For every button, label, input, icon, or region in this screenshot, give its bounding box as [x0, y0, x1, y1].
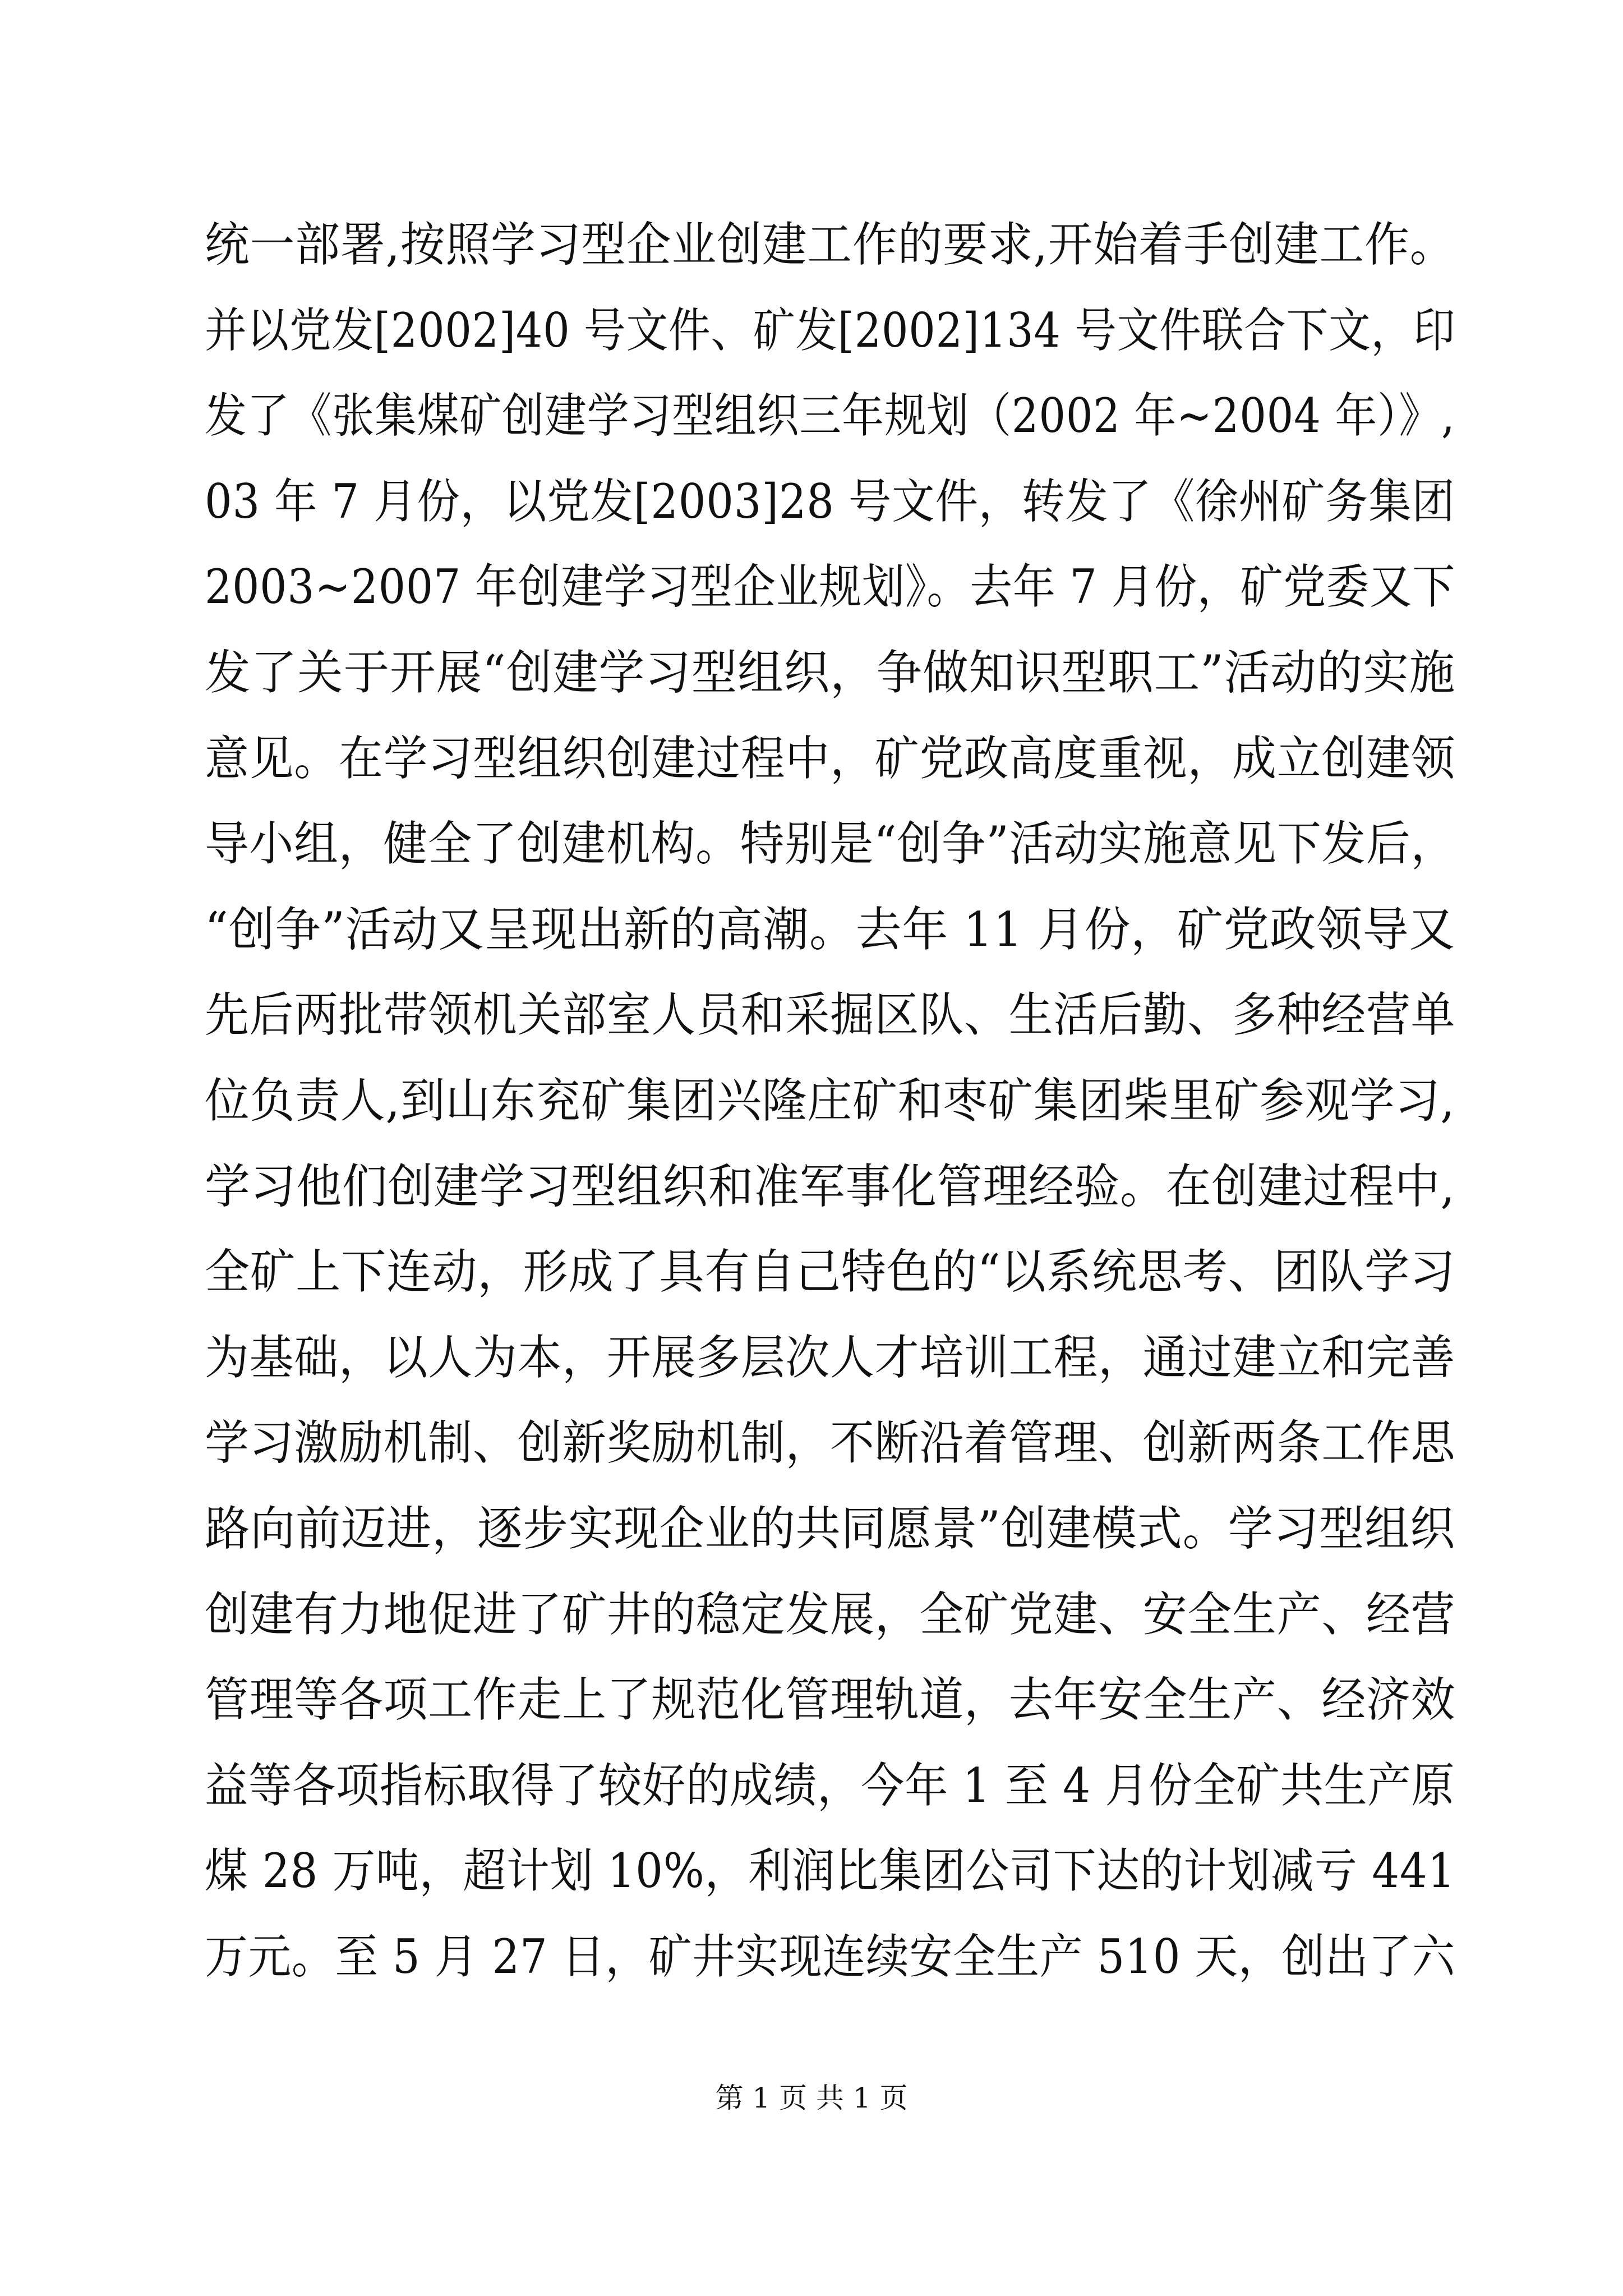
- text-line: 学习激励机制、创新奖励机制，不断沿着管理、创新两条工作思: [205, 1415, 1456, 1471]
- text-line: 创建有力地促进了矿井的稳定发展，全矿党建、安全生产、经营: [205, 1586, 1456, 1642]
- text-line: 为基础，以人为本，开展多层次人才培训工程，通过建立和完善: [205, 1329, 1456, 1385]
- text-line: 并以党发[2002]40 号文件、矿发[2002]134 号文件联合下文，印: [205, 302, 1456, 358]
- text-line: 2003~2007 年创建学习型企业规划》。去年 7 月份，矿党委又下: [205, 559, 1455, 615]
- text-line: 先后两批带领机关部室人员和采掘区队、生活后勤、多种经营单: [205, 987, 1456, 1043]
- page-footer: 第 1 页 共 1 页: [715, 2082, 908, 2114]
- text-line: 全矿上下连动，形成了具有自己特色的“以系统思考、团队学习: [205, 1244, 1456, 1300]
- text-line: 发了关于开展“创建学习型组织，争做知识型职工”活动的实施: [205, 645, 1456, 700]
- text-line: 统一部署,按照学习型企业创建工作的要求,开始着手创建工作。: [205, 217, 1455, 272]
- text-line: 煤 28 万吨，超计划 10%，利润比集团公司下达的计划减亏 441: [205, 1843, 1456, 1899]
- text-line: 万元。至 5 月 27 日，矿井实现连续安全生产 510 天，创出了六: [205, 1929, 1456, 1984]
- text-line: 发了《张集煤矿创建学习型组织三年规划（2002 年~2004 年）》,: [205, 388, 1455, 444]
- text-line: 03 年 7 月份，以党发[2003]28 号文件，转发了《徐州矿务集团: [205, 473, 1455, 529]
- text-line: “创争”活动又呈现出新的高潮。去年 11 月份，矿党政领导又: [205, 901, 1456, 957]
- text-line: 导小组，健全了创建机构。特别是“创争”活动实施意见下发后，: [205, 816, 1456, 872]
- text-line: 管理等各项工作走上了规范化管理轨道，去年安全生产、经济效: [205, 1672, 1456, 1728]
- text-line: 益等各项指标取得了较好的成绩，今年 1 至 4 月份全矿共生产原: [205, 1757, 1455, 1813]
- text-line: 意见。在学习型组织创建过程中，矿党政高度重视，成立创建领: [205, 730, 1456, 786]
- text-line: 路向前迈进，逐步实现企业的共同愿景”创建模式。学习型组织: [205, 1501, 1456, 1556]
- body-text: [205, 202, 1455, 1999]
- text-line: 位负责人,到山东兖矿集团兴隆庄矿和枣矿集团柴里矿参观学习,: [205, 1073, 1455, 1128]
- text-line: 学习他们创建学习型组织和准军事化管理经验。在创建过程中,: [205, 1158, 1455, 1214]
